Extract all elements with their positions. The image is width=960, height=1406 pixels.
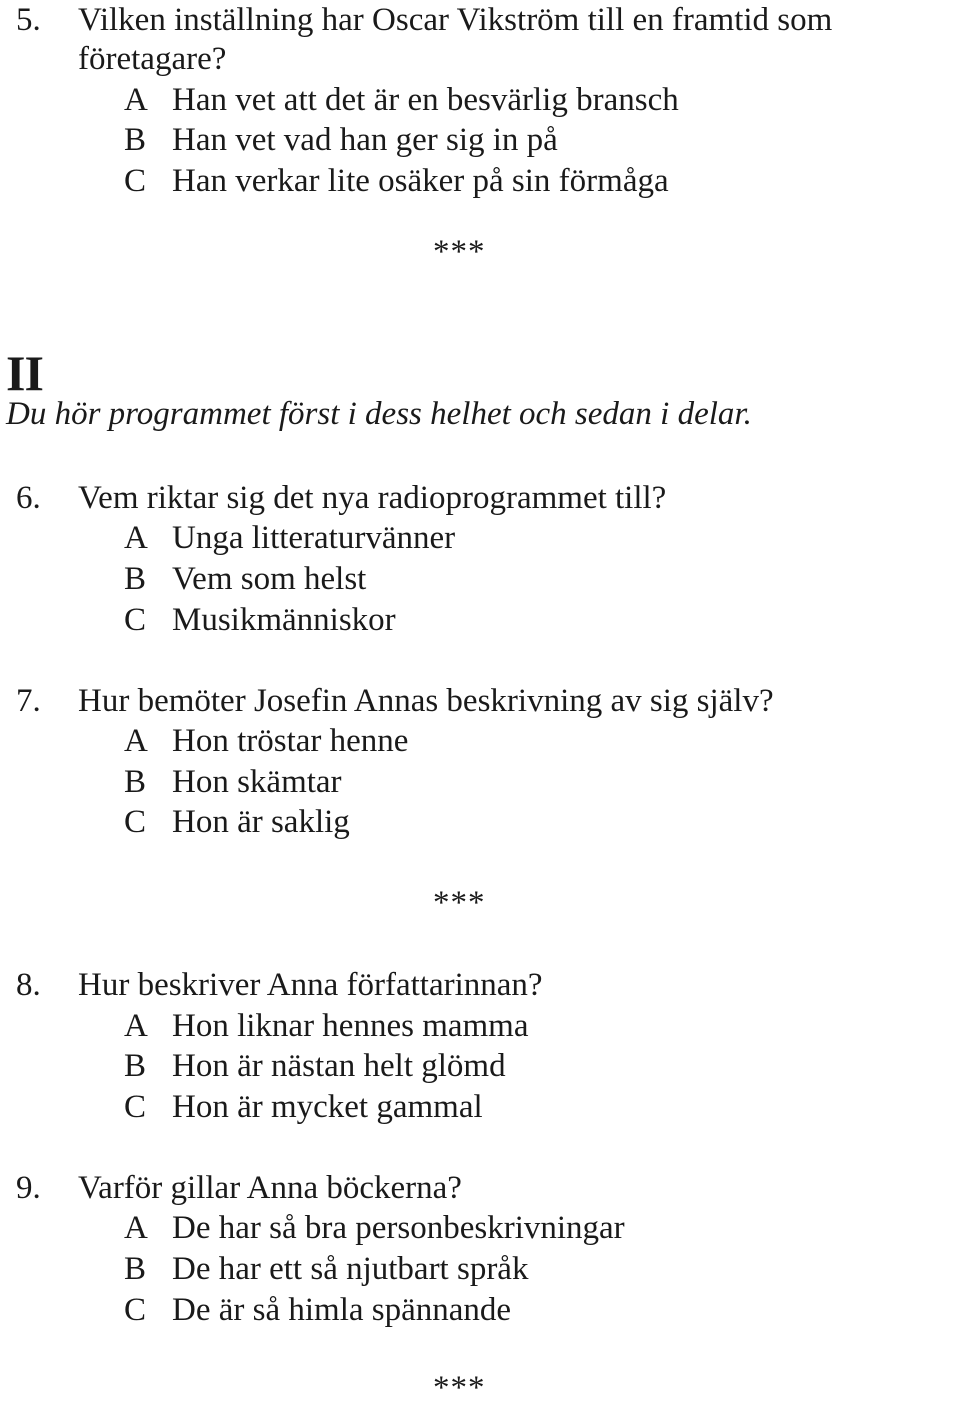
section-separator: *** [433,234,486,270]
section-instruction: Du hör programmet först i dess helhet och sedan i delar. [6,396,752,432]
option-letter: A [124,82,148,118]
section-separator: *** [433,1370,486,1406]
option-text: Han verkar lite osäker på sin förmåga [172,163,669,199]
option-letter: C [124,163,147,199]
question-text: Varför gillar Anna böckerna? [78,1170,462,1206]
option-letter: B [124,122,147,158]
option-text: Han vet vad han ger sig in på [172,122,558,158]
question-number: 8. [16,967,41,1003]
option-letter: A [124,1008,148,1044]
question-text-line-2: företagare? [78,41,227,77]
option-letter: B [124,764,147,800]
question-text: Vem riktar sig det nya radioprogrammet till? [78,480,667,516]
question-text: Hur bemöter Josefin Annas beskrivning av sig själv? [78,683,774,719]
option-letter: B [124,561,147,597]
option-text: Vem som helst [172,561,367,597]
option-letter: C [124,804,147,840]
section-heading: II [6,345,43,401]
option-text: Han vet att det är en besvärlig bransch [172,82,679,118]
option-letter: B [124,1251,147,1287]
option-text: Hon tröstar henne [172,723,409,759]
question-number: 6. [16,480,41,516]
option-text: Unga litteraturvänner [172,520,456,556]
question-number: 5. [16,2,41,38]
option-text: Hon är saklig [172,804,350,840]
option-letter: A [124,723,148,759]
option-letter: A [124,520,148,556]
option-text: De har ett så njutbart språk [172,1251,529,1287]
option-letter: B [124,1048,147,1084]
question-number: 9. [16,1170,41,1206]
option-text: Hon är mycket gammal [172,1089,483,1125]
option-letter: C [124,1089,147,1125]
option-text: De har så bra personbeskrivningar [172,1210,625,1246]
option-text: Hon är nästan helt glömd [172,1048,506,1084]
option-text: Hon liknar hennes mamma [172,1008,529,1044]
option-text: De är så himla spännande [172,1292,512,1328]
option-text: Musikmänniskor [172,602,396,638]
option-text: Hon skämtar [172,764,342,800]
question-text: Hur beskriver Anna författarinnan? [78,967,543,1003]
option-letter: C [124,602,147,638]
section-separator: *** [433,885,486,921]
question-text-line-1: Vilken inställning har Oscar Vikström till en framtid som [78,2,833,38]
option-letter: A [124,1210,148,1246]
option-letter: C [124,1292,147,1328]
question-number: 7. [16,683,41,719]
